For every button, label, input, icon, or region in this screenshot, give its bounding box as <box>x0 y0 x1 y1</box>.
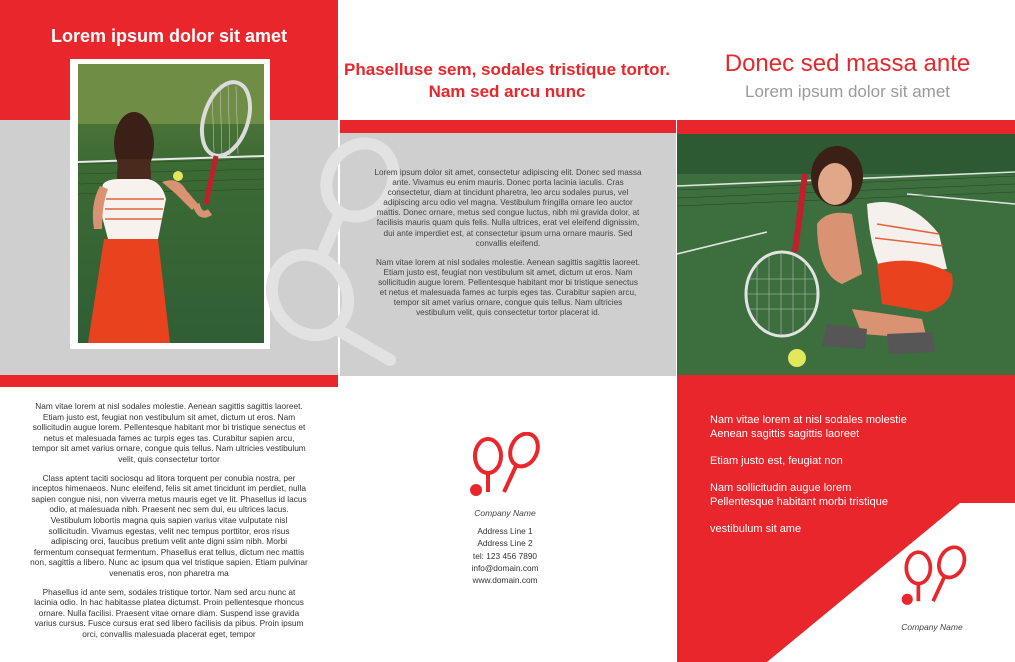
address-line-2: Address Line 2 <box>477 538 533 549</box>
tennis-player-back-photo <box>78 64 264 343</box>
right-panel-title: Donec sed massa ante <box>724 50 971 77</box>
website-url: www.domain.com <box>472 575 538 586</box>
middle-paragraph-2: Nam vitae lorem at nisl sodales molestie. Aenean sagittis sagittis laoreet. Etiam justo est, feugiat non vestibulum sit amet, dictum ut eros. Nam sollicitudin augue lorem. Pellentesque habitant mor bi tristique senectus et netus et malesuada fames ac turpis eges tas. Curabitur sapien arcu, tempor sit amet varius ornare, congue quis tellus. Nam ultricies vestibulum velit, quis consectetur tortor placerat id. <box>376 257 640 318</box>
company-name: Company Name <box>901 622 963 632</box>
address-line-1: Address Line 1 <box>477 526 533 536</box>
company-name: Company Name <box>474 508 536 518</box>
middle-panel-body-text <box>374 168 642 327</box>
right-panel-body-text <box>710 413 990 549</box>
right-line-3: Nam sollicitudin augue lorem Pellentesque habitant morbi tristique <box>710 482 888 508</box>
contact-info <box>430 525 580 586</box>
phone-number: tel: 123 456 7890 <box>472 550 538 561</box>
right-line-4: vestibulum sit ame <box>710 523 802 535</box>
left-paragraph-3: Phasellus id ante sem, sodales tristique tortor. Nam sed arcu nunc at lacinia odio. In hac habitasse platea dictumst. Proin pellentesque rhoncus ornare. Nulla facilisi. Praesent vitae ornare diam. Suspend isse gravida varius cursus. Fusce cursus erat sed libero facilisis da pibus. Proin ipsum orci, convallis malesuada placerat eget, tempor <box>34 586 304 639</box>
middle-paragraph-1: Lorem ipsum dolor sit amet, consectetur adipiscing elit. Donec sed massa ante. Vivamus eu enim mauris. Donec porta lacinia iaculis. Cras consectetur, diam at tincidunt pharetra, leo arcu sodales purus, vel adipiscing arcu odio vel magna. Vestibulum fringilla ornare leo auctor mattis. Donec ornare, metus sed congue luctus, nibh mi gravida dolor, at facilisis mauris quam quis felis. Nulla ultrices, erat vel eleifend dignissim, dui ante imperdiet est, at consectetur ipsum urna ornare mauris. Sed convallis eleifend. <box>374 168 642 248</box>
tennis-rackets-logo-icon <box>898 545 972 613</box>
right-panel-subtitle: Lorem ipsum dolor sit amet <box>744 82 951 101</box>
tennis-rackets-logo-icon <box>466 432 546 504</box>
left-panel-body-text <box>30 401 308 647</box>
left-panel-title: Lorem ipsum dolor sit amet <box>50 26 288 46</box>
tennis-player-crouching-photo <box>677 134 1015 375</box>
middle-panel-red-bar <box>340 120 676 133</box>
right-line-1: Nam vitae lorem at nisl sodales molestie Aenean sagittis sagittis laoreet <box>710 414 907 440</box>
email-address: info@domain.com <box>471 562 539 573</box>
right-line-2: Etiam justo est, feugiat non <box>710 455 843 467</box>
left-paragraph-1: Nam vitae lorem at nisl sodales molestie. Aenean sagittis sagittis laoreet. Etiam justo est, feugiat non vestibulum sit amet, dictum ut eros. Nam sollicitudin augue lorem. Pellentesque habitant mor bi tristique senectus et netus et malesuada fames ac turpis eges tas. Curabitur sapien arcu, tempor sit amet varius ornare, congue quis tellus. Nam ultricies vestibulum velit, quis consectetur tortor <box>32 401 306 464</box>
left-panel-red-divider <box>0 375 338 387</box>
middle-panel-heading: Phaselluse sem, sodales tristique tortor. Nam sed arcu nunc <box>344 60 670 101</box>
left-paragraph-2: Class aptent taciti sociosqu ad litora torquent per conubia nostra, per inceptos himenaeos. Nunc eleifend, felis sit amet tincidunt im perdiet, nulla sapien congue nisi, non viverra metus mauris eget ve lit. Phasellus id lacus odio, at malesuada nibh. Praesent nec sem dui, eu ultrices lacus. Vestibulum lobortis magna quis sapien varius vitae vulputate nisl sollicitudin. Vivamus egestas, velit nec tempus porttitor, eros risus adipiscing orci, faucibus pretium velit ante digni ssim nibh. Morbi fermentum consequat fermentum. Phasellus erat tellus, dictum nec mattis non, sagittis a libero. Nunc ac ipsum qua vel tristique sapien. Etiam pulvinar venenatis eros, non pharetra ma <box>30 472 308 578</box>
right-panel-red-strip <box>677 120 1015 134</box>
